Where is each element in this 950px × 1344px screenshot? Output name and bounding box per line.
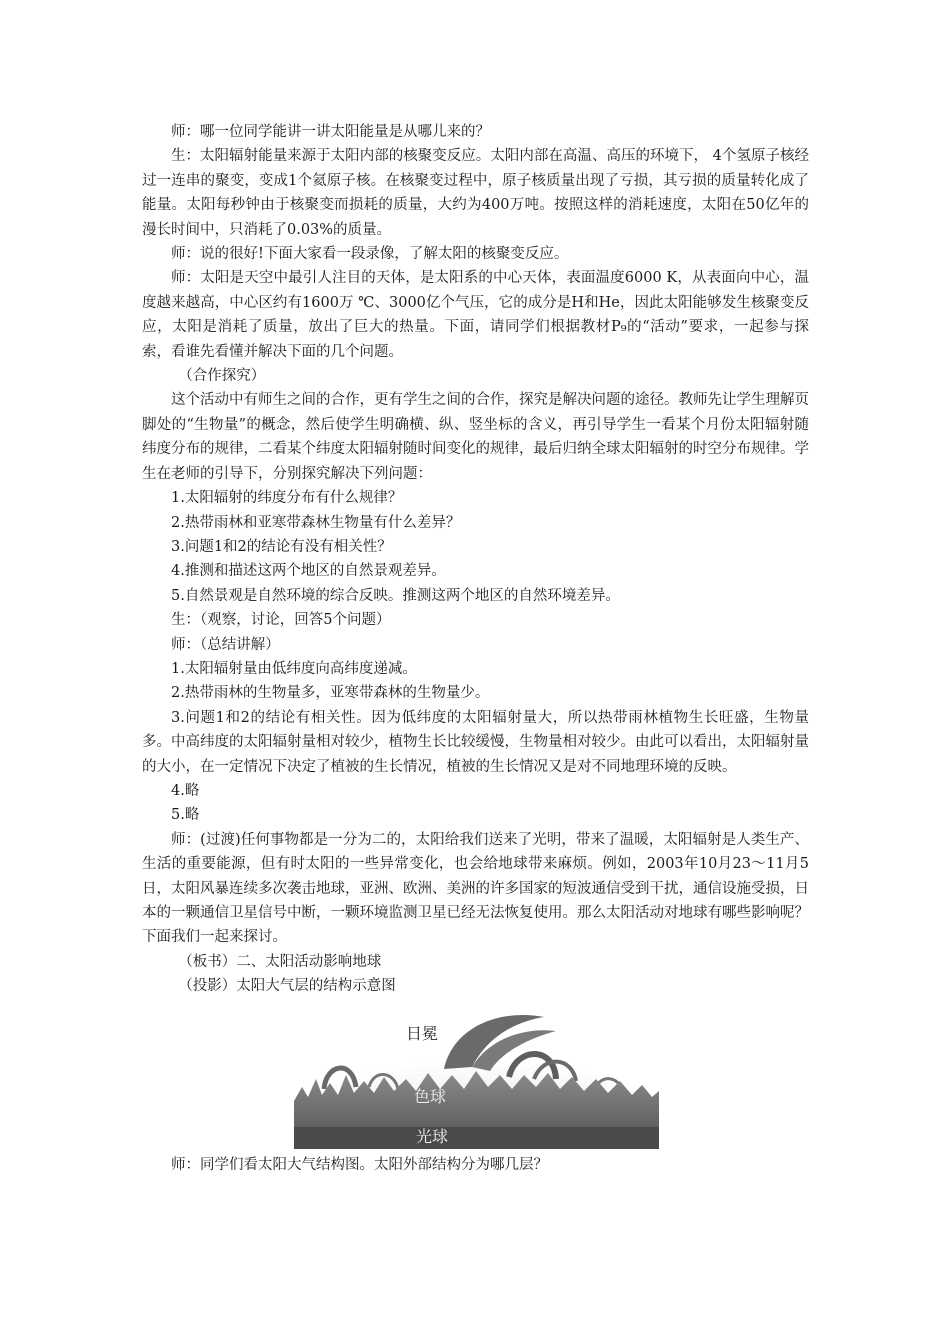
paragraph: 这个活动中有师生之间的合作，更有学生之间的合作，探究是解决问题的途径。教师先让学生理解页脚处的“生物量”的概念，然后使学生明确横、纵、竖坐标的含义，再引导学生一看某个月份太阳辐射随纬度分布的规律，二看某个纬度太阳辐射随时间变化的规律，最后归纳全球太阳辐射的时空分布规律。学生在老师的引导下，分别探究解决下列问题：: [142, 392, 809, 482]
photosphere-label: 光球: [416, 1126, 449, 1146]
paragraph: 师：说的很好!下面大家看一段录像，了解太阳的核聚变反应。: [171, 246, 569, 263]
solar-atmosphere-illustration: [294, 1009, 659, 1149]
answer-item: 3.问题1和2的结论有相关性。因为低纬度的太阳辐射量大，所以热带雨林植物生长旺盛，生物量多。中高纬度的太阳辐射量相对较少，植物生长比较缓慢，生物量相对较少。由此可以看出，太阳辐射量的大小，在一定情况下决定了植被的生长情况，植被的生长情况又是对不同地理环境的反映。: [142, 709, 809, 775]
answer-item: 4.略: [171, 782, 200, 799]
section-label: （合作探究）: [178, 368, 266, 385]
board-note: （板书）二、太阳活动影响地球: [178, 953, 382, 970]
paragraph: 师：(过渡)任何事物都是一分为二的，太阳给我们送来了光明，带来了温暖，太阳辐射是人类生产、生活的重要能源，但有时太阳的一些异常变化，也会给地球带来麻烦。例如，2003年10月23～11月5日，太阳风暴连续多次袭击地球，亚洲、欧洲、美洲的许多国家的短波通信受到干扰，通信设施受损，日本的一颗通信卫星信号中断，一颗环境监测卫星已经无法恢复使用。那么太阳活动对地球有哪些影响呢？下面我们一起来探讨。: [142, 831, 809, 946]
chromosphere-label: 色球: [414, 1086, 447, 1106]
paragraph: 生：太阳辐射能量来源于太阳内部的核聚变反应。太阳内部在高温、高压的环境下， 4个氢原子核经过一连串的聚变，变成1个氦原子核。在核聚变过程中，原子核质量出现了亏损，其亏损的质量转化成了能量。太阳每秒钟由于核聚变而损耗的质量，大约为400万吨。按照这样的消耗速度，太阳在50亿年的漫长时间中，只消耗了0.03%的质量。: [142, 148, 809, 238]
document-body: [142, 120, 809, 1177]
question-item: 2.热带雨林和亚寒带森林生物量有什么差异？: [171, 514, 461, 531]
projection-note: （投影）太阳大气层的结构示意图: [178, 978, 396, 995]
question-item: 4.推测和描述这两个地区的自然景观差异。: [171, 563, 446, 580]
question-item: 3.问题1和2的结论有没有相关性？: [171, 538, 392, 555]
answer-item: 1.太阳辐射量由低纬度向高纬度递减。: [171, 660, 417, 677]
answer-item: 2.热带雨林的生物量多，亚寒带森林的生物量少。: [171, 685, 490, 702]
corona-label: 日冕: [406, 1023, 439, 1043]
paragraph: 师：同学们看太阳大气结构图。太阳外部结构分为哪几层？: [171, 1156, 548, 1173]
question-item: 5.自然景观是自然环境的综合反映。推测这两个地区的自然环境差异。: [171, 587, 620, 604]
paragraph: 师：（总结讲解）: [171, 636, 280, 653]
paragraph: 生：（观察，讨论，回答5个问题）: [171, 612, 391, 629]
paragraph: 师：哪一位同学能讲一讲太阳能量是从哪儿来的？: [171, 124, 490, 140]
answer-item: 5.略: [171, 807, 200, 824]
solar-atmosphere-figure: [294, 1009, 659, 1149]
question-item: 1.太阳辐射的纬度分布有什么规律？: [171, 490, 403, 507]
paragraph: 师：太阳是天空中最引人注目的天体，是太阳系的中心天体，表面温度6000 K，从表面向中心，温度越来越高，中心区约有1600万 ℃、3000亿个气压，它的成分是H和He，因此太阳能够发生核聚变反应，太阳是消耗了质量，放出了巨大的热量。下面，请同学们根据教材P₉的“活动”要求，一起参与探索，看谁先看懂并解决下面的几个问题。: [142, 270, 809, 360]
